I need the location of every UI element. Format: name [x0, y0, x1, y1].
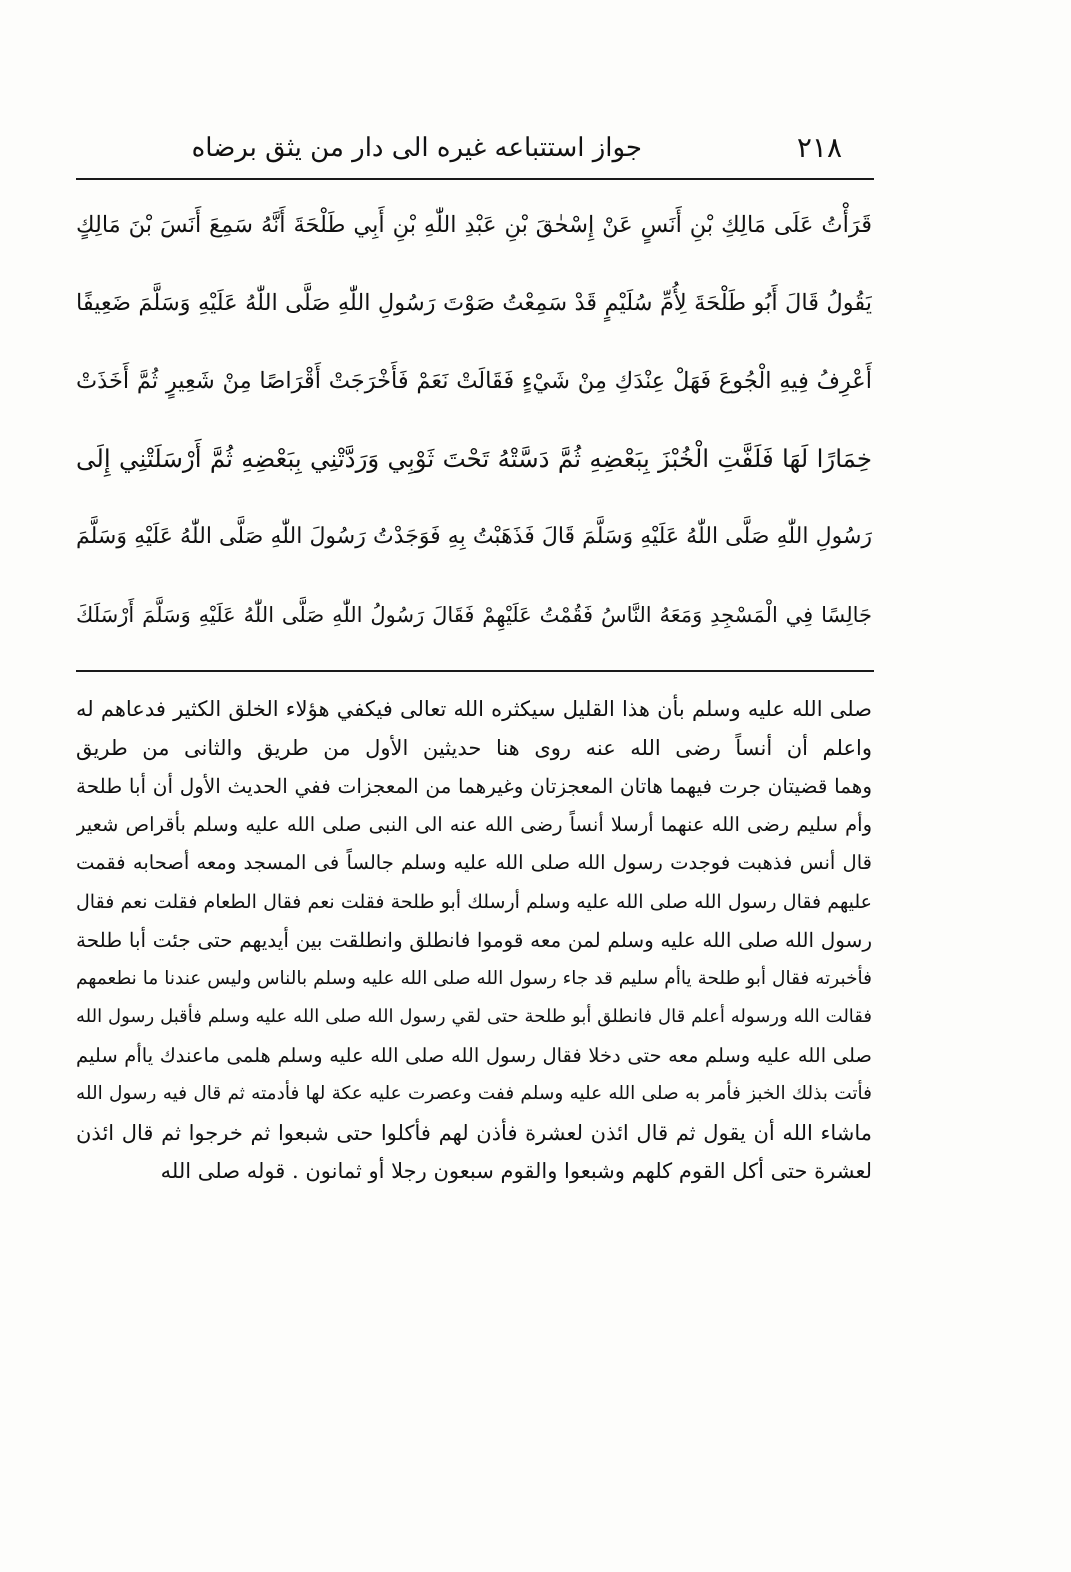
hadith-line: جَالِسًا فِي الْمَسْجِدِ وَمَعَهُ النَّاسُ فَقُمْتُ عَلَيْهِمْ فَقَالَ رَسُولُ اللّٰهِ صَلَّى اللّٰهُ عَلَيْهِ وَسَلَّمَ أَرْسَلَكَ	[76, 603, 872, 627]
commentary-line: فأخبرته فقال أبو طلحة ياأم سليم قد جاء رسول الله صلى الله عليه وسلم بالناس وليس عندنا ما نطعمهم	[76, 967, 872, 989]
page-number: ٢١٨	[796, 131, 842, 164]
hadith-text	[76, 186, 872, 654]
commentary-line: عليهم فقال رسول الله صلى الله عليه وسلم أرسلك أبو طلحة فقلت نعم فقال الطعام فقلت نعم فقال	[76, 890, 872, 913]
hadith-line: يَقُولُ قَالَ أَبُو طَلْحَةَ لِأُمِّ سُلَيْمٍ قَدْ سَمِعْتُ صَوْتَ رَسُولِ اللّٰهِ صَلَّى اللّٰهُ عَلَيْهِ وَسَلَّمَ ضَعِيفًا	[76, 290, 872, 316]
header-divider	[76, 178, 874, 180]
hadith-line: خِمَارًا لَهَا فَلَفَّتِ الْخُبْزَ بِبَعْضِهِ ثُمَّ دَسَّتْهُ تَحْتَ ثَوْبِي وَرَدَّتْنِي بِبَعْضِهِ ثُمَّ أَرْسَلَتْنِي إِلَى	[76, 444, 872, 473]
commentary-line: واعلم أن أنساً رضى الله عنه روى هنا حديثين الأول من طريق والثانى من طريق	[76, 735, 872, 760]
commentary-line: صلى الله عليه وسلم معه حتى دخلا فقال رسول الله صلى الله عليه وسلم هلمى ماعندك ياأم سليم	[76, 1043, 872, 1067]
commentary-line: ماشاء الله أن يقول ثم قال ائذن لعشرة فأذن لهم فأكلوا حتى شبعوا ثم خرجوا ثم قال ائذن	[76, 1120, 872, 1145]
commentary-line: فأتت بذلك الخبز فأمر به صلى الله عليه وسلم ففت وعصرت عليه عكة لها فأدمته ثم قال فيه رسول الله	[76, 1083, 872, 1104]
commentary-line: صلى الله عليه وسلم بأن هذا القليل سيكثره الله تعالى فيكفي هؤلاء الخلق الكثير فدعاهم له	[76, 697, 872, 721]
commentary-line: قال أنس فذهبت فوجدت رسول الله صلى الله عليه وسلم جالساً فى المسجد ومعه أصحابه فقمت	[76, 851, 872, 874]
commentary-line: رسول الله صلى الله عليه وسلم لمن معه قوموا فانطلق وانطلقت بين أيديهم حتى جئت أبا طلحة	[76, 928, 872, 952]
section-divider	[76, 670, 874, 672]
running-title: جواز استتباعه غيره الى دار من يثق برضاه	[191, 133, 642, 163]
commentary-line: وهما قضيتان جرت فيهما هاتان المعجزتان وغيرهما من المعجزات ففي الحديث الأول أن أبا طلحة	[76, 774, 872, 798]
commentary-line: وأم سليم رضى الله عنهما أرسلا أنساً رضى الله عنه الى النبى صلى الله عليه وسلم بأقراص شعير	[76, 812, 872, 836]
commentary-text	[76, 690, 872, 1191]
hadith-line: أَعْرِفُ فِيهِ الْجُوعَ فَهَلْ عِنْدَكِ مِنْ شَيْءٍ فَقَالَتْ نَعَمْ فَأَخْرَجَتْ أَقْرَاصًا مِنْ شَعِيرٍ ثُمَّ أَخَذَتْ	[76, 368, 872, 394]
hadith-line: قَرَأْتُ عَلَى مَالِكِ بْنِ أَنَسٍ عَنْ إِسْحٰقَ بْنِ عَبْدِ اللّٰهِ بْنِ أَبِي طَلْحَةَ أَنَّهُ سَمِعَ أَنَسَ بْنَ مَالِكٍ	[76, 212, 872, 238]
page-header	[76, 126, 872, 170]
hadith-line: رَسُولِ اللّٰهِ صَلَّى اللّٰهُ عَلَيْهِ وَسَلَّمَ قَالَ فَذَهَبْتُ بِهِ فَوَجَدْتُ رَسُولَ اللّٰهِ صَلَّى اللّٰهُ عَلَيْهِ وَسَلَّمَ	[76, 524, 872, 549]
commentary-line: لعشرة حتى أكل القوم كلهم وشبعوا والقوم سبعون رجلا أو ثمانون . قوله صلى الله	[160, 1159, 872, 1183]
commentary-line: فقالت الله ورسوله أعلم قال فانطلق أبو طلحة حتى لقي رسول الله صلى الله عليه وسلم فأقبل رسول الله	[76, 1006, 872, 1027]
